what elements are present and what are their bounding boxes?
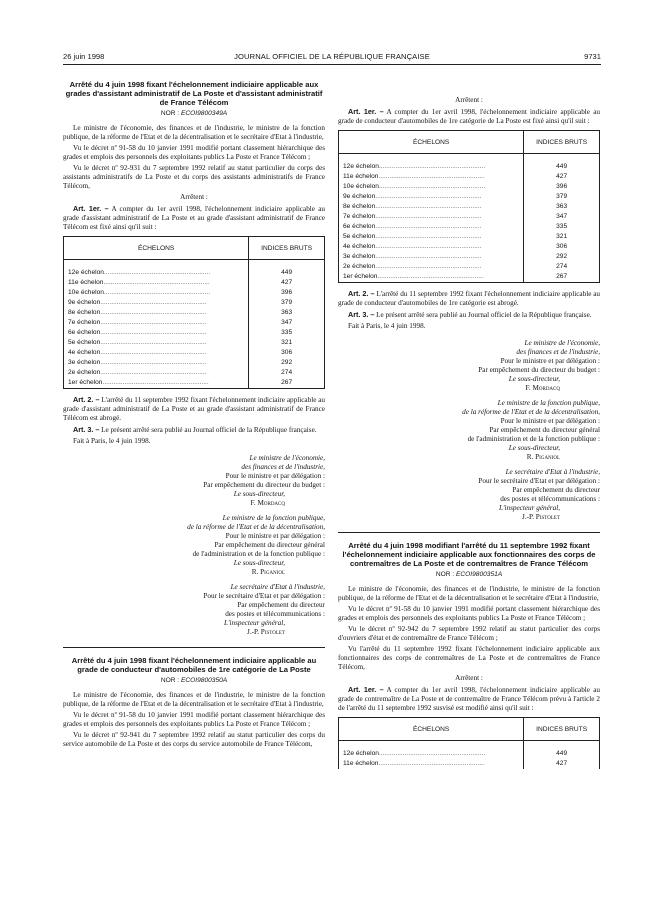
column-header-echelons: ÉCHELONS [64, 237, 249, 260]
echelon-label: 6e échelon [343, 223, 376, 230]
signature-line: Le ministre de la fonction publique, [222, 514, 325, 522]
article-text: A compter du 1er avril 1998, l'échelonnement indiciaire applicable au grade d'assistant administratif de La Poste et au grade d'assistant administratif de France Télécom est fixé ainsi qu'il suit : [63, 205, 325, 231]
echelon-label: 5e échelon [343, 233, 376, 240]
visa-paragraph: Vu le décret nº 92-942 du 7 septembre 1992 relatif au statut particulier des corps d'ouvriers d'état et de contremaître de France Télécom ; [338, 625, 600, 642]
echelon-label: 7e échelon [343, 213, 376, 220]
table-row: 5e échelon.......................................................... 321 [339, 232, 600, 242]
echelon-label: 11e échelon [343, 173, 379, 180]
article-text: A compter du 1er avril 1998, l'échelonnement indiciaire applicable au grade de conducteur d'automobiles de 1re catégorie de La Poste est fixé ainsi qu'il suit : [338, 108, 600, 125]
signatory-name: J.-P. Pistolet [522, 513, 560, 521]
echelon-label: 11e échelon [343, 760, 379, 767]
arretent-heading: Arrêtent : [180, 193, 208, 201]
table-row: 3e échelon.......................................................... 292 [64, 358, 325, 368]
echelon-label: 12e échelon [343, 750, 379, 757]
nor-code: ECOI9800349A [180, 110, 228, 117]
article-label: Art. 2. – [348, 289, 375, 298]
table-row: 12e échelon.......................................................... 449 [339, 162, 600, 172]
column-header-indices: INDICES BRUTS [524, 718, 600, 741]
table-row: 1er échelon.......................................................... 267 [339, 272, 600, 283]
header-page-number: 9731 [584, 52, 601, 61]
signature-line: L'inspecteur général, [498, 504, 560, 512]
indice-value: 335 [524, 222, 600, 232]
fait-a-paris: Fait à Paris, le 4 juin 1998. [348, 322, 426, 330]
table-row: 4e échelon.......................................................... 306 [339, 242, 600, 252]
echelon-label: 9e échelon [68, 299, 101, 306]
column-header-echelons: ÉCHELONS [339, 131, 524, 154]
table-row: 6e échelon.......................................................... 335 [64, 328, 325, 338]
echelon-label: 2e échelon [68, 369, 101, 376]
echelon-table [63, 236, 325, 389]
indice-value: 347 [524, 212, 600, 222]
column-header-indices: INDICES BRUTS [524, 131, 600, 154]
article-2 [338, 289, 600, 308]
indice-value: 449 [249, 268, 325, 278]
indice-value: 274 [249, 368, 325, 378]
indice-value: 335 [249, 328, 325, 338]
table-row: 5e échelon.......................................................... 321 [64, 338, 325, 348]
indice-value: 449 [524, 162, 600, 172]
table-row: 8e échelon.......................................................... 363 [339, 202, 600, 212]
visa-paragraph: Le ministre de l'économie, des finances et de l'industrie, le ministre de la fonction publique, de la réforme de l'Etat et de la décentralisation et le secrétaire d'Etat à l'industrie, [338, 585, 600, 602]
nor-label: NOR : [435, 571, 455, 578]
indice-value: 427 [524, 172, 600, 182]
echelon-table [338, 130, 600, 283]
nor-label: NOR : [160, 110, 180, 117]
nor-reference [63, 109, 325, 118]
echelon-label: 3e échelon [68, 359, 101, 366]
nor-label: NOR : [160, 677, 180, 684]
column-header-echelons: ÉCHELONS [339, 718, 524, 741]
indice-value: 292 [249, 358, 325, 368]
article-1 [63, 204, 325, 232]
signature-line: Le sous-directeur, [508, 375, 560, 383]
indice-value: 379 [524, 192, 600, 202]
indice-value: 363 [524, 202, 600, 212]
signature-line: Pour le ministre et par délégation : [500, 357, 600, 365]
header-rule [63, 64, 601, 65]
table-row: 7e échelon.......................................................... 347 [64, 318, 325, 328]
signature-block-fonction-publique [338, 399, 600, 462]
signature-line: Le ministre de l'économie, [249, 454, 325, 462]
arrete-title: Arrêté du 4 juin 1998 fixant l'échelonnement indiciaire applicable aux grades d'assistant administratif de La Poste et d'assistant administratif de France Télécom [65, 80, 323, 107]
article-text: L'arrêté du 11 septembre 1992 fixant l'échelonnement indiciaire applicable au grade de conducteur d'automobiles de 1re catégorie est abrogé. [338, 290, 601, 307]
signature-line: des postes et télécommunications : [500, 495, 600, 503]
echelon-table [338, 717, 600, 769]
echelon-label: 8e échelon [68, 309, 101, 316]
article-label: Art. 3. – [348, 310, 375, 319]
echelon-label: 6e échelon [68, 329, 101, 336]
article-1 [338, 107, 600, 126]
indice-value: 427 [524, 759, 600, 769]
echelon-label: 9e échelon [343, 193, 376, 200]
visa-paragraph: Le ministre de l'économie, des finances et de l'industrie, le ministre de la fonction publique, de la réforme de l'Etat et de la décentralisation et le secrétaire d'Etat à l'industrie, [63, 691, 325, 708]
signature-line: Pour le ministre et par délégation : [225, 532, 325, 540]
signatory-name: R. Piganiol [251, 568, 285, 576]
signature-line: des finances et de l'industrie, [516, 348, 600, 356]
table-row: 1er échelon.......................................................... 267 [64, 378, 325, 389]
nor-reference [63, 676, 325, 685]
echelon-label: 10e échelon [343, 183, 379, 190]
arretent-heading: Arrêtent : [455, 674, 483, 682]
indice-value: 267 [524, 272, 600, 283]
echelon-label: 2e échelon [343, 263, 376, 270]
nor-reference [338, 570, 600, 579]
article-label: Art. 2. – [73, 395, 100, 404]
echelon-label: 12e échelon [68, 269, 104, 276]
signature-line: des postes et télécommunications : [225, 610, 325, 618]
signature-line: de la réforme de l'Etat et de la décentralisation, [462, 408, 600, 416]
signatory-name: R. Piganiol [526, 453, 560, 461]
signature-line: Le ministre de l'économie, [524, 339, 600, 347]
article-3 [338, 310, 600, 320]
section-divider [63, 647, 325, 648]
signatory-name: F. Mordacq [525, 384, 560, 392]
signature-line: Par empêchement du directeur du budget : [203, 481, 325, 489]
signature-line: Pour le ministre et par délégation : [500, 417, 600, 425]
indice-value: 267 [249, 378, 325, 389]
signature-block-economie [338, 339, 600, 393]
echelon-label: 8e échelon [343, 203, 376, 210]
indice-value: 363 [249, 308, 325, 318]
echelon-label: 4e échelon [343, 243, 376, 250]
indice-value: 306 [524, 242, 600, 252]
visa-paragraph: Vu l'arrêté du 11 septembre 1992 fixant l'échelonnement indiciaire applicable aux fonctionnaires des corps de contremaîtres de La Poste et de contremaîtres de France Télécom, [338, 645, 600, 671]
nor-code: ECOI9800351A [455, 571, 503, 578]
echelon-label: 7e échelon [68, 319, 101, 326]
signature-line: Le sous-directeur, [233, 490, 285, 498]
nor-code: ECOI9800350A [180, 677, 228, 684]
right-column [338, 96, 600, 775]
article-text: Le présent arrêté sera publié au Journal officiel de la République française. [101, 426, 317, 434]
signature-line: Par empêchement du directeur [512, 486, 600, 494]
echelon-label: 1er échelon [68, 379, 103, 386]
echelon-label: 3e échelon [343, 253, 376, 260]
table-row: 11e échelon.......................................................... 427 [339, 172, 600, 182]
table-row: 7e échelon.......................................................... 347 [339, 212, 600, 222]
article-1 [338, 685, 600, 713]
indice-value: 427 [249, 278, 325, 288]
echelon-label: 12e échelon [343, 163, 379, 170]
header-journal-title: JOURNAL OFFICIEL DE LA RÉPUBLIQUE FRANÇAISE [234, 52, 430, 61]
table-row: 12e échelon.......................................................... 449 [339, 749, 600, 759]
visa-paragraph: Vu le décret nº 91-58 du 10 janvier 1991 modifié portant classement hiérarchique des grades et emplois des personnels des exploitants publics La Poste et France Télécom ; [63, 144, 325, 161]
arrete-conducteur-automobiles [63, 656, 325, 749]
article-text: L'arrêté du 11 septembre 1992 fixant l'échelonnement indiciaire applicable au grade d'assistant administratif de La Poste et au grade d'assistant administratif de France Télécom est abrogé. [63, 396, 326, 422]
table-row: 4e échelon.......................................................... 306 [64, 348, 325, 358]
visa-paragraph: Vu le décret nº 92-931 du 7 septembre 1992 relatif au statut particulier du corps des assistants administratifs de La Poste et du corps des assistants administratifs de France Télécom, [63, 164, 325, 190]
echelon-label: 1er échelon [343, 273, 378, 280]
signature-block-industrie [63, 583, 325, 637]
signature-line: des finances et de l'industrie, [241, 463, 325, 471]
indice-value: 347 [249, 318, 325, 328]
visa-paragraph: Le ministre de l'économie, des finances et de l'industrie, le ministre de la fonction publique, de la réforme de l'Etat et de la décentralisation et le secrétaire d'Etat à l'industrie, [63, 124, 325, 141]
signature-line: de la réforme de l'Etat et de la décentralisation, [187, 523, 325, 531]
signature-line: Le sous-directeur, [508, 444, 560, 452]
signature-line: de l'administration et de la fonction publique : [192, 550, 325, 558]
signature-line: Par empêchement du directeur général [214, 541, 325, 549]
echelon-label: 4e échelon [68, 349, 101, 356]
table-row: 2e échelon.......................................................... 274 [64, 368, 325, 378]
signature-block-economie [63, 454, 325, 508]
visa-paragraph: Vu le décret nº 91-58 du 10 janvier 1991 modifié portant classement hiérarchique des grades et emplois des personnels des exploitants publics La Poste et France Télécom ; [63, 711, 325, 728]
visa-paragraph: Vu le décret nº 92-941 du 7 septembre 1992 relatif au statut particulier des corps du service automobile de La Poste et des corps du service automobile de France Télécom, [63, 731, 325, 748]
signature-line: Pour le secrétaire d'Etat et par délégation : [478, 477, 600, 485]
indice-value: 292 [524, 252, 600, 262]
signatory-name: J.-P. Pistolet [247, 628, 285, 636]
indice-value: 396 [249, 288, 325, 298]
article-label: Art. 1er. – [348, 685, 384, 694]
article-label: Art. 1er. – [73, 204, 109, 213]
table-row: 9e échelon.......................................................... 379 [64, 298, 325, 308]
signature-line: Par empêchement du directeur du budget : [478, 366, 600, 374]
echelon-label: 11e échelon [68, 279, 104, 286]
arretent-heading: Arrêtent : [455, 96, 483, 104]
signature-block-fonction-publique [63, 514, 325, 577]
page-header [63, 52, 601, 62]
signature-line: Par empêchement du directeur [237, 601, 325, 609]
signature-block-industrie [338, 468, 600, 522]
arrete-conducteur-continued [338, 96, 600, 522]
indice-value: 274 [524, 262, 600, 272]
indice-value: 449 [524, 749, 600, 759]
article-3 [63, 425, 325, 435]
indice-value: 396 [524, 182, 600, 192]
table-row: 10e échelon.......................................................... 396 [339, 182, 600, 192]
table-row: 12e échelon.......................................................... 449 [64, 268, 325, 278]
indice-value: 321 [524, 232, 600, 242]
echelon-label: 10e échelon [68, 289, 104, 296]
signature-line: Pour le secrétaire d'Etat et par délégation : [203, 592, 325, 600]
echelon-label: 5e échelon [68, 339, 101, 346]
table-row: 8e échelon.......................................................... 363 [64, 308, 325, 318]
indice-value: 379 [249, 298, 325, 308]
signature-line: Pour le ministre et par délégation : [225, 472, 325, 480]
indice-value: 321 [249, 338, 325, 348]
table-row: 6e échelon.......................................................... 335 [339, 222, 600, 232]
visa-paragraph: Vu le décret nº 91-58 du 10 janvier 1991 modifié portant classement hiérarchique des grades et emplois des personnels des exploitants publics La Poste et France Télécom ; [338, 605, 600, 622]
article-label: Art. 3. – [73, 425, 100, 434]
article-text: A compter du 1er avril 1998, l'échelonnement indiciaire applicable au grade de contremaître de La Poste et de contremaître de France Télécom prévu à l'article 2 de l'arrêté du 11 septembre 1992 susvisé est modifié ainsi qu'il suit : [338, 686, 600, 712]
table-row: 2e échelon.......................................................... 274 [339, 262, 600, 272]
table-row: 10e échelon.......................................................... 396 [64, 288, 325, 298]
arrete-title: Arrêté du 4 juin 1998 fixant l'échelonnement indiciaire applicable au grade de conducteur d'automobiles de 1re catégorie de La Poste [71, 656, 317, 674]
indice-value: 306 [249, 348, 325, 358]
signature-line: Le sous-directeur, [233, 559, 285, 567]
signatory-name: F. Mordacq [250, 499, 285, 507]
left-column [63, 80, 325, 751]
signature-line: L'inspecteur général, [223, 619, 285, 627]
signature-line: Le secrétaire d'Etat à l'industrie, [505, 468, 600, 476]
article-2 [63, 395, 325, 423]
article-text: Le présent arrêté sera publié au Journal officiel de la République française. [376, 311, 592, 319]
table-row: 3e échelon.......................................................... 292 [339, 252, 600, 262]
arrete-title: Arrêté du 4 juin 1998 modifiant l'arrêté du 11 septembre 1992 fixant l'échelonnement indiciaire applicable aux fonctionnaires des corps de contremaîtres de La Poste et de contremaîtres de France Télécom [342, 541, 596, 568]
table-row: 9e échelon.......................................................... 379 [339, 192, 600, 202]
signature-line: Le ministre de la fonction publique, [497, 399, 600, 407]
arrete-contremaitres [338, 541, 600, 769]
column-header-indices: INDICES BRUTS [249, 237, 325, 260]
header-date: 26 juin 1998 [63, 52, 105, 61]
fait-a-paris: Fait à Paris, le 4 juin 1998. [73, 437, 151, 445]
table-row: 11e échelon.......................................................... 427 [64, 278, 325, 288]
table-row: 11e échelon.......................................................... 427 [339, 759, 600, 769]
article-label: Art. 1er. – [348, 107, 384, 116]
signature-line: Par empêchement du directeur général [489, 426, 600, 434]
signature-line: de l'administration et de la fonction publique : [467, 435, 600, 443]
section-divider [338, 532, 600, 533]
signature-line: Le secrétaire d'Etat à l'industrie, [230, 583, 325, 591]
arrete-assistant-administratif [63, 80, 325, 637]
